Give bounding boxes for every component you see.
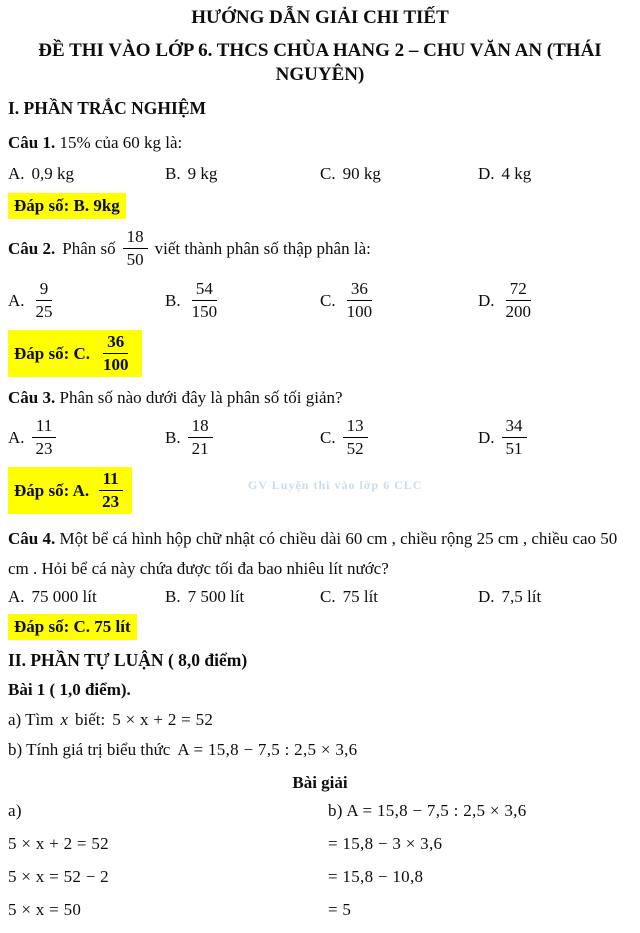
option-text: 7 500 lít <box>187 587 245 606</box>
fraction <box>32 279 57 322</box>
fraction <box>343 279 377 322</box>
option-text: 75 000 lít <box>31 587 97 606</box>
option-label: D. <box>478 427 495 447</box>
question-2-text-before: Phân số <box>62 238 116 258</box>
part-a-variable: x <box>60 710 69 729</box>
option-text: 90 kg <box>342 164 381 183</box>
option-label: C. <box>320 427 336 447</box>
question-3-line <box>8 387 632 409</box>
fraction <box>32 416 57 459</box>
question-2-option-a <box>8 279 165 322</box>
fraction-denominator: 100 <box>346 302 373 321</box>
question-1-answer-row <box>8 193 632 219</box>
question-3-option-b <box>165 416 320 459</box>
part-b-line <box>8 739 632 761</box>
option-label: D. <box>478 290 495 310</box>
fraction-numerator: 11 <box>99 469 123 491</box>
question-2-option-c <box>320 279 478 322</box>
page-title: HƯỚNG DẪN GIẢI CHI TIẾT <box>191 7 449 28</box>
question-4-option-a <box>8 586 165 608</box>
option-label: D. <box>478 164 495 183</box>
option-label: B. <box>165 427 181 447</box>
option-label: B. <box>165 587 181 606</box>
question-3-option-d <box>478 416 632 459</box>
part-a-line <box>8 709 632 731</box>
fraction-denominator: 21 <box>191 439 209 458</box>
question-1-label: Câu 1. <box>8 133 56 152</box>
fraction-denominator: 51 <box>505 439 523 458</box>
fraction-numerator: 18 <box>123 227 148 249</box>
option-label: C. <box>320 290 336 310</box>
option-label: A. <box>8 587 25 606</box>
section-heading-essay: II. PHẦN TỰ LUẬN ( 8,0 điểm) <box>8 650 248 670</box>
fraction <box>502 279 536 322</box>
fraction-numerator: 36 <box>103 332 128 354</box>
question-1-option-c <box>320 163 478 185</box>
fraction <box>99 332 133 375</box>
question-3-option-c <box>320 416 478 459</box>
option-text: 9 kg <box>187 164 218 183</box>
option-label: B. <box>165 164 181 183</box>
solution-heading: Bài giải <box>292 773 348 792</box>
question-1-option-a <box>8 163 165 185</box>
question-2-text-after: viết thành phân số thập phân là: <box>154 238 371 258</box>
part-a-prefix: a) Tìm <box>8 710 54 729</box>
question-3-option-a <box>8 416 165 459</box>
solution-column-b <box>328 801 632 933</box>
question-2-option-d <box>478 279 632 322</box>
question-3-text: Phân số nào dưới đây là phân số tối giản? <box>59 388 343 407</box>
solution-b-line: = 15,8 − 10,8 <box>328 867 424 886</box>
fraction-numerator: 54 <box>192 279 217 301</box>
question-2-answer-row <box>8 330 632 377</box>
fraction <box>188 279 222 322</box>
fraction-denominator: 100 <box>103 355 129 374</box>
question-3-options <box>8 416 632 459</box>
question-2-line <box>8 227 632 270</box>
solution-b-line: b) A = 15,8 − 7,5 : 2,5 × 3,6 <box>328 801 527 820</box>
question-2-label: Câu 2. <box>8 238 56 258</box>
option-text: 7,5 lít <box>501 587 542 606</box>
question-4-option-b <box>165 586 320 608</box>
solution-grid <box>8 801 632 933</box>
fraction-denominator: 200 <box>505 302 532 321</box>
part-b-equation: A = 15,8 − 7,5 : 2,5 × 3,6 <box>177 740 358 759</box>
question-4-option-c <box>320 586 478 608</box>
fraction-numerator: 13 <box>343 416 368 438</box>
page-subtitle: ĐỀ THI VÀO LỚP 6. THCS CHÙA HANG 2 – CHU VĂN AN (THÁI NGUYÊN) <box>38 40 602 85</box>
part-a-mid: biết: <box>75 710 106 729</box>
answer-highlight: Đáp số: C. 75 lít <box>8 614 137 640</box>
solution-a-line: 5 × x + 2 = 52 <box>8 834 109 853</box>
solution-b-line: = 15,8 − 3 × 3,6 <box>328 834 443 853</box>
answer-highlight <box>8 330 142 377</box>
answer-prefix: Đáp số: C. <box>14 343 91 363</box>
option-label: C. <box>320 587 336 606</box>
fraction-denominator: 23 <box>35 439 53 458</box>
fraction-numerator: 18 <box>188 416 213 438</box>
option-label: B. <box>165 290 181 310</box>
question-1-option-b <box>165 163 320 185</box>
question-4-text: Một bể cá hình hộp chữ nhật có chiều dài 60 cm , chiều rộng 25 cm , chiều cao 50 cm . Hỏi bể cá này chứa được tối đa bao nhiêu lít nước? <box>8 529 618 578</box>
option-label: A. <box>8 427 25 447</box>
section-heading-multiple-choice: I. PHẦN TRẮC NGHIỆM <box>8 98 207 118</box>
fraction-numerator: 36 <box>347 279 372 301</box>
option-label: A. <box>8 164 25 183</box>
question-2-options <box>8 279 632 322</box>
fraction-denominator: 25 <box>35 302 53 321</box>
question-4-answer-row <box>8 614 632 640</box>
answer-highlight: Đáp số: B. 9kg <box>8 193 126 219</box>
exercise-heading: Bài 1 ( 1,0 điểm). <box>8 680 131 699</box>
solution-a-line: 5 × x = 50 <box>8 900 82 919</box>
question-1-option-d <box>478 163 632 185</box>
question-1-text: 15% của 60 kg là: <box>59 133 183 152</box>
option-text: 4 kg <box>501 164 532 183</box>
solution-b-line: = 5 <box>328 900 352 919</box>
fraction-denominator: 50 <box>126 250 144 269</box>
option-label: C. <box>320 164 336 183</box>
fraction-numerator: 34 <box>502 416 527 438</box>
fraction-denominator: 23 <box>102 492 120 511</box>
question-1-options <box>8 163 632 185</box>
fraction <box>343 416 368 459</box>
fraction <box>502 416 527 459</box>
answer-prefix: Đáp số: A. <box>14 480 90 500</box>
fraction <box>123 227 148 270</box>
watermark: GV Luyện thi vào lớp 6 CLC <box>248 478 423 492</box>
option-text: 0,9 kg <box>31 164 75 183</box>
question-3-label: Câu 3. <box>8 388 56 407</box>
question-4-label: Câu 4. <box>8 529 56 548</box>
part-b-prefix: b) Tính giá trị biểu thức <box>8 740 171 759</box>
option-text: 75 lít <box>342 587 379 606</box>
solution-column-a <box>8 801 328 933</box>
fraction-numerator: 72 <box>506 279 531 301</box>
solution-a-line: a) <box>8 801 22 820</box>
fraction-denominator: 150 <box>191 302 218 321</box>
answer-highlight <box>8 467 132 514</box>
fraction-denominator: 52 <box>346 439 364 458</box>
fraction-numerator: 11 <box>32 416 56 438</box>
fraction <box>98 469 123 512</box>
question-1-line <box>8 132 632 154</box>
solution-a-line: 5 × x = 52 − 2 <box>8 867 109 886</box>
document-page <box>0 6 640 919</box>
fraction <box>188 416 213 459</box>
part-a-equation: 5 × x + 2 = 52 <box>112 710 214 729</box>
option-label: D. <box>478 587 495 606</box>
question-4-line <box>8 524 632 584</box>
question-4-options <box>8 586 632 608</box>
question-4-option-d <box>478 586 632 608</box>
fraction-numerator: 9 <box>36 279 53 301</box>
option-label: A. <box>8 290 25 310</box>
question-2-option-b <box>165 279 320 322</box>
